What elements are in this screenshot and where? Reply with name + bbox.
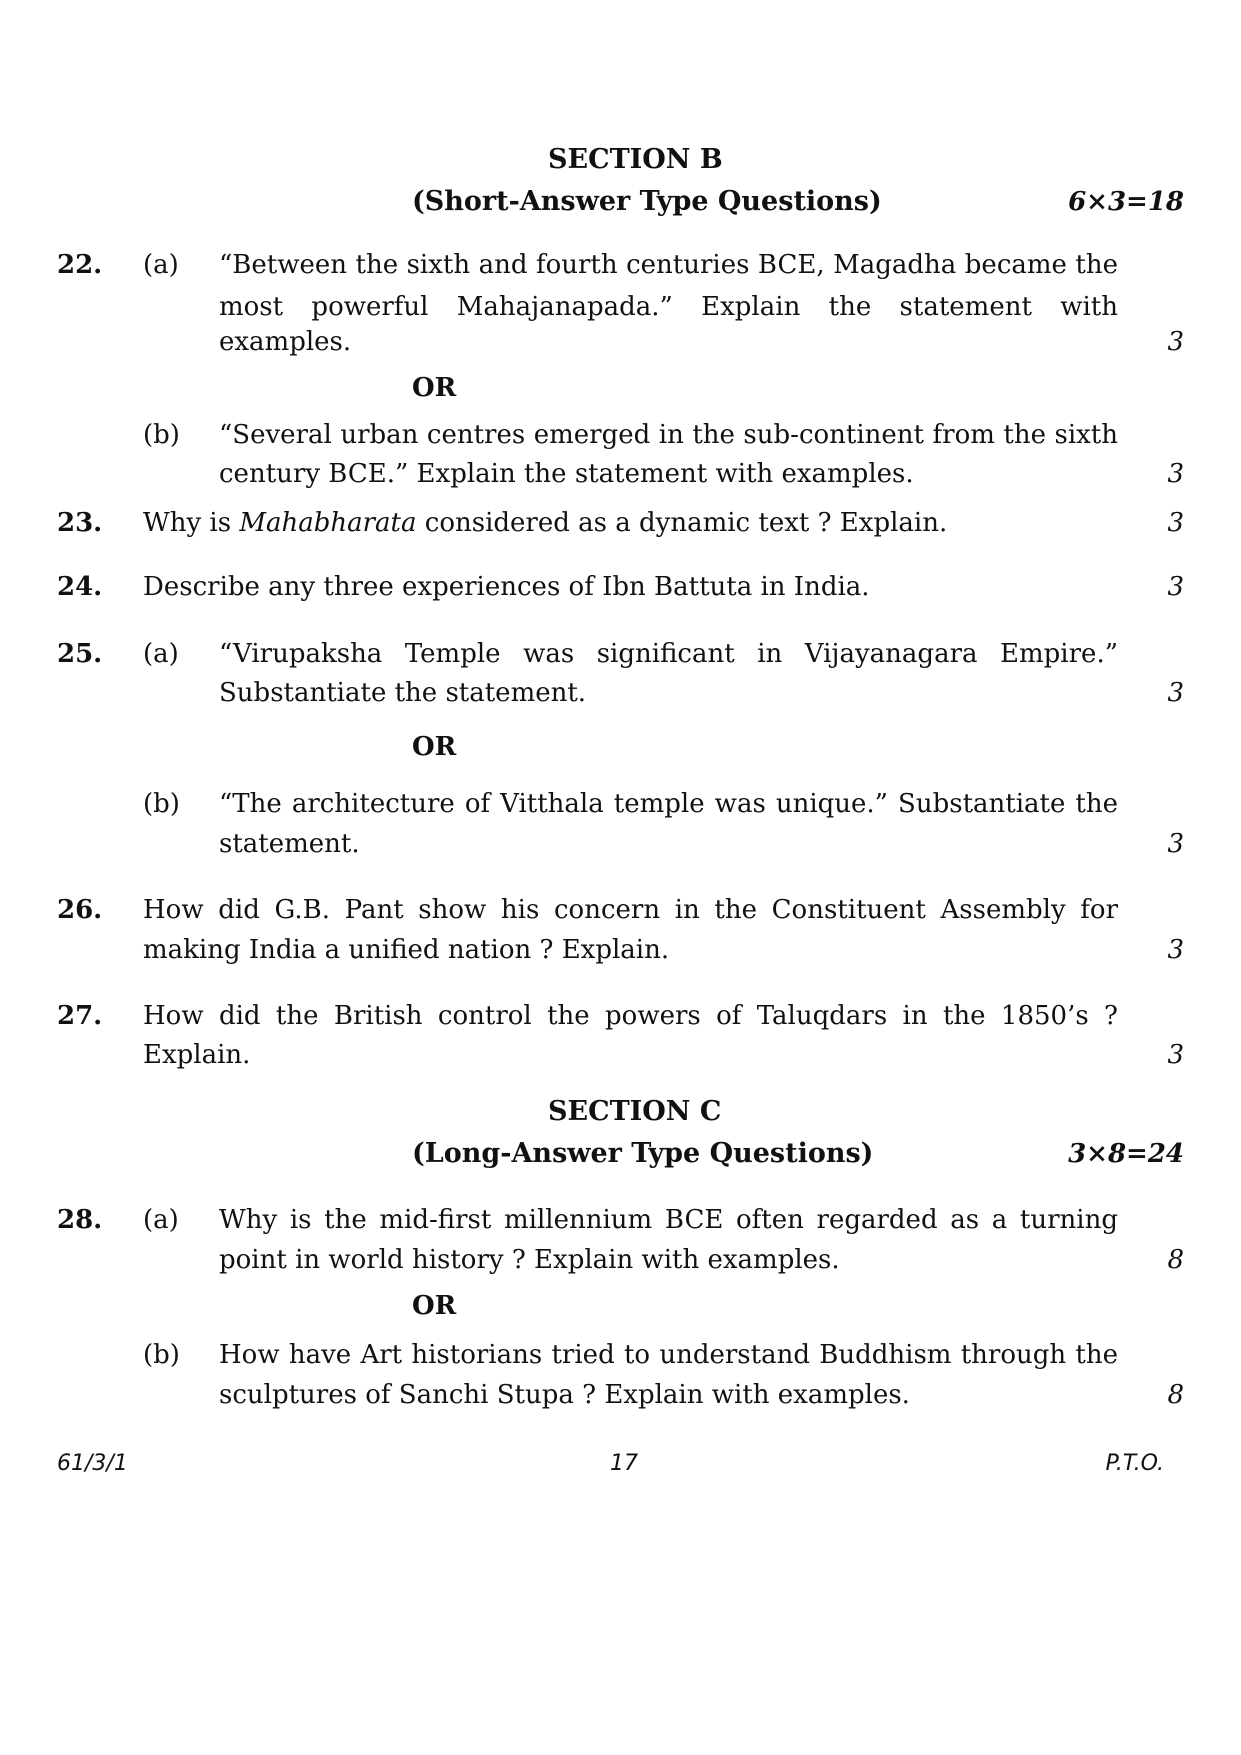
question-number: 23.: [57, 508, 103, 538]
part-label: (a): [143, 250, 179, 280]
section-b-subtitle: (Short-Answer Type Questions): [412, 186, 882, 217]
marks: 8: [1167, 1380, 1184, 1410]
question-number: 24.: [57, 572, 103, 602]
question-text-line: “Between the sixth and fourth centuries BCE, Magadha became the: [219, 250, 1118, 280]
question-text-plain: considered as a dynamic text ? Explain.: [416, 508, 948, 538]
or-divider: OR: [412, 373, 457, 403]
question-text-line: examples.: [219, 327, 352, 357]
question-text-line: statement.: [219, 829, 360, 859]
question-text-line: How have Art historians tried to understand Buddhism through the: [219, 1340, 1118, 1370]
part-label: (a): [143, 639, 179, 669]
question-text-line: sculptures of Sanchi Stupa ? Explain with examples.: [219, 1380, 910, 1410]
question-number: 22.: [57, 250, 103, 280]
question-text-line: making India a unified nation ? Explain.: [143, 935, 670, 965]
question-text-line: “The architecture of Vitthala temple was unique.” Substantiate the: [219, 789, 1118, 819]
marks: 3: [1167, 327, 1184, 357]
question-text-line: [143, 508, 947, 538]
section-b-title: SECTION B: [548, 144, 723, 175]
question-text-line: point in world history ? Explain with examples.: [219, 1245, 840, 1275]
question-text-line: Why is the mid-first millennium BCE often regarded as a turning: [219, 1205, 1118, 1235]
marks: 8: [1167, 1245, 1184, 1275]
marks: 3: [1167, 1040, 1184, 1070]
question-text-line: Explain.: [143, 1040, 251, 1070]
question-text-line: Describe any three experiences of Ibn Battuta in India.: [143, 572, 870, 602]
part-label: (b): [143, 420, 180, 450]
section-c-title: SECTION C: [548, 1096, 722, 1127]
or-divider: OR: [412, 732, 457, 762]
section-c-subtitle: (Long-Answer Type Questions): [412, 1138, 874, 1169]
marks: 3: [1167, 935, 1184, 965]
marks: 3: [1167, 459, 1184, 489]
question-text-line: How did the British control the powers of Taluqdars in the 1850’s ?: [143, 1001, 1118, 1031]
pto-label: P.T.O.: [1105, 1451, 1164, 1476]
question-number: 28.: [57, 1205, 103, 1235]
or-divider: OR: [412, 1291, 457, 1321]
question-text-line: century BCE.” Explain the statement with examples.: [219, 459, 914, 489]
emphasized-title: Mahabharata: [239, 508, 417, 538]
question-number: 27.: [57, 1001, 103, 1031]
question-text-line: How did G.B. Pant show his concern in the Constituent Assembly for: [143, 895, 1118, 925]
question-text-line: “Virupaksha Temple was significant in Vijayanagara Empire.”: [219, 639, 1118, 669]
question-text-plain: Why is: [143, 508, 240, 538]
section-b-total-marks: 6×3=18: [1068, 187, 1184, 217]
section-c-total-marks: 3×8=24: [1068, 1139, 1184, 1169]
question-text-line: Substantiate the statement.: [219, 678, 587, 708]
question-number: 25.: [57, 639, 103, 669]
marks: 3: [1167, 829, 1184, 859]
page-number: 17: [610, 1451, 638, 1476]
part-label: (b): [143, 789, 180, 819]
part-label: (a): [143, 1205, 179, 1235]
paper-code: 61/3/1: [57, 1451, 128, 1476]
part-label: (b): [143, 1340, 180, 1370]
question-text-line: most powerful Mahajanapada.” Explain the statement with: [219, 292, 1118, 322]
marks: 3: [1167, 572, 1184, 602]
marks: 3: [1167, 678, 1184, 708]
question-text-line: “Several urban centres emerged in the sub-continent from the sixth: [219, 420, 1118, 450]
question-number: 26.: [57, 895, 103, 925]
marks: 3: [1167, 508, 1184, 538]
